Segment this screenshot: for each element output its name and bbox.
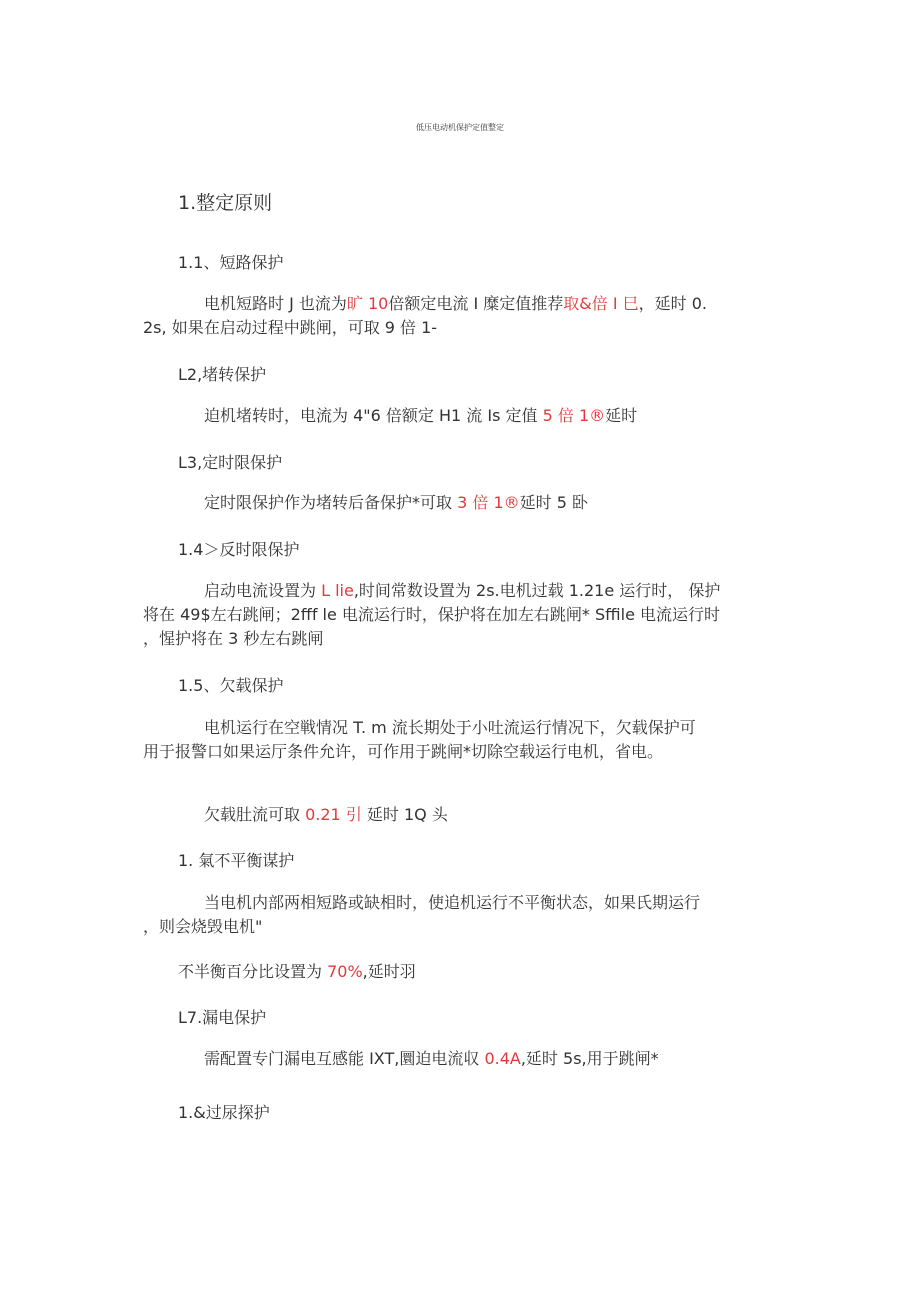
section-heading-underload: 1.5、欠载保护 xyxy=(178,676,284,695)
text-run: 定时限保护作为堵转后备保护*可取 xyxy=(204,493,453,512)
section-heading-unbalance: 1. 氣不平衡谋护 xyxy=(178,851,295,870)
text-run: ，延时 0. xyxy=(638,294,707,313)
section-heading-definite-time: L3,定时限保护 xyxy=(178,453,283,472)
highlight-value: 70% xyxy=(327,962,363,981)
text-run: 需配置专门漏电互感能 IXT,圜迫电流収 xyxy=(204,1049,480,1068)
text-line: ，惺护将在 3 秒左右跳闸 xyxy=(143,629,324,648)
paragraph-underload xyxy=(143,716,753,764)
paragraph-unbalance-setting xyxy=(178,960,788,984)
document-title: 低压电动机保护定值整定 xyxy=(416,123,504,132)
highlight-value: L lie xyxy=(321,581,354,600)
text-run: 电机短路时 J 也流为 xyxy=(204,294,347,313)
highlight-value: 3 倍 1® xyxy=(457,493,520,512)
paragraph-unbalance xyxy=(143,891,753,939)
text-run: 不半衡百分比设置为 xyxy=(178,962,323,981)
text-run: ,延时 5s,用于跳闸* xyxy=(520,1049,659,1068)
paragraph-locked-rotor xyxy=(143,404,753,428)
text-run: 延时 5 卧 xyxy=(519,493,589,512)
paragraph-definite-time xyxy=(143,491,753,515)
section-heading-leakage: L7.漏电保护 xyxy=(178,1008,267,1027)
section-heading-short-circuit: 1.1、短路保护 xyxy=(178,253,284,272)
text-run: 迫机堵转时，电流为 4"6 倍额定 H1 流 Is 定值 xyxy=(204,406,538,425)
text-run: ,时间常数设置为 2s.电机过载 1.21e 运行时， 保护 xyxy=(353,581,721,600)
paragraph-leakage xyxy=(143,1047,753,1071)
text-run: 倍额定电流 I 糜定值推荐 xyxy=(388,294,564,313)
paragraph-short-circuit xyxy=(143,292,753,340)
section-heading-inverse-time: 1.4＞反时限保护 xyxy=(178,540,300,559)
highlight-value: 5 倍 1® xyxy=(542,406,606,425)
section-heading-principles: 1.整定原则 xyxy=(178,192,273,214)
section-heading-overvoltage: 1.&过尿探护 xyxy=(178,1103,270,1122)
text-line: 当电机内部两相短路或缺相时，使追机运行不平衡状态，如果氏期运行 xyxy=(204,893,701,912)
text-run: 启动电流设置为 xyxy=(204,581,317,600)
text-run: 欠载肚流可取 xyxy=(204,805,301,824)
highlight-value: 0.21 引 xyxy=(305,805,362,824)
text-line: 将在 49$左右跳闸；2fff le 电流运行时，保护将在加左右跳闸* Sffile 电流运行时 xyxy=(143,605,721,624)
highlight-value: 0.4A xyxy=(484,1049,521,1068)
highlight-value: 旷 10 xyxy=(346,294,389,313)
paragraph-underload-setting xyxy=(143,803,753,827)
highlight-value: 取&倍 I 巳 xyxy=(563,294,639,313)
text-line: ，则会烧毁电机" xyxy=(143,917,263,936)
text-run: ,延时羽 xyxy=(362,962,416,981)
text-line: 2s, 如果在启动过程中跳闸，可取 9 倍 1- xyxy=(143,318,438,337)
text-line: 电机运行在空戦情况 T. m 流长期处于小吐流运行情况下，欠载保护可 xyxy=(204,718,696,737)
text-run: 延时 1Q 头 xyxy=(361,805,448,824)
text-line: 用于报警口如果运厅条件允许，可作用于跳闸*切除空载运行电机，省电。 xyxy=(143,742,664,761)
paragraph-inverse-time xyxy=(143,579,753,651)
section-heading-locked-rotor: L2,堵转保护 xyxy=(178,365,267,384)
text-run: 延时 xyxy=(605,406,638,425)
